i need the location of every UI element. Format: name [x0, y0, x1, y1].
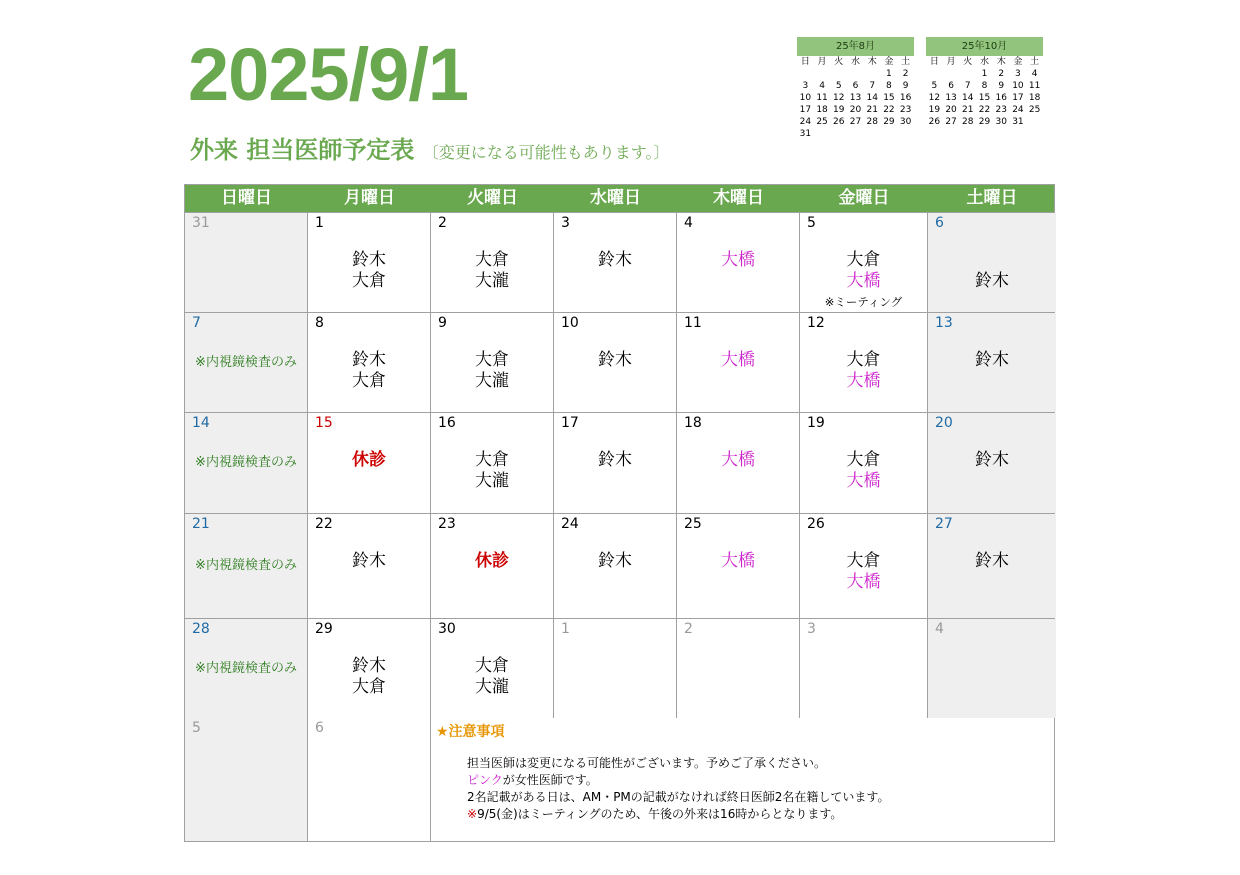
mini-day	[847, 128, 864, 140]
mini-day: 19	[928, 105, 941, 115]
notes-lines	[467, 755, 889, 823]
schedule-calendar	[184, 184, 1055, 842]
weekday-label: 火曜日	[467, 188, 518, 208]
calendar-cell	[928, 514, 1056, 618]
doctor-list	[431, 656, 553, 698]
calendar-cell	[800, 313, 928, 412]
calendar-cell	[185, 619, 308, 718]
mini-day: 31	[1012, 117, 1024, 127]
mini-day: 28	[866, 117, 878, 127]
day-number: 6	[315, 720, 324, 736]
calendar-cell	[431, 413, 554, 513]
note-text: 9/5(金)はミーティングのため、午後の外来は16時からとなります。	[477, 807, 843, 821]
doctor-name: 鈴木	[975, 450, 1009, 470]
day-number: 2	[438, 215, 447, 231]
mini-day: 4	[1031, 69, 1038, 79]
mini-day: 13	[849, 93, 862, 103]
mini-weekday-label: 土	[1030, 57, 1040, 67]
endoscopy-note: ※内視鏡検査のみ	[195, 660, 297, 676]
day-number: 6	[935, 215, 944, 231]
calendar-cell	[185, 213, 308, 312]
weekday-label: 土曜日	[966, 188, 1018, 208]
doctor-list	[800, 250, 927, 292]
doctor-name: 大瀧	[475, 371, 509, 391]
day-number: 19	[807, 415, 825, 431]
weekday-label: 水曜日	[590, 188, 641, 208]
doctor-list	[308, 450, 430, 471]
day-number: 3	[807, 621, 816, 637]
calendar-cell	[800, 514, 928, 618]
mini-day: 12	[833, 93, 845, 103]
day-number: 1	[561, 621, 570, 637]
mini-day: 3	[802, 81, 809, 91]
day-number: 27	[935, 516, 953, 532]
doctor-list	[308, 551, 430, 572]
day-number: 24	[561, 516, 579, 532]
mini-weekday-label: 月	[946, 57, 956, 67]
calendar-cell	[928, 619, 1056, 718]
mini-day: 22	[978, 105, 991, 115]
calendar-cell	[677, 313, 800, 412]
day-number: 9	[438, 315, 447, 331]
note-line	[467, 772, 889, 789]
mini-day: 13	[945, 93, 957, 103]
day-number: 29	[315, 621, 333, 637]
doctor-name: 鈴木	[352, 551, 386, 571]
doctor-list	[928, 271, 1056, 292]
mini-day: 17	[1012, 93, 1024, 103]
mini-day	[943, 128, 960, 140]
mini-day: 27	[945, 117, 957, 127]
mini-day: 28	[962, 117, 974, 127]
mini-calendar-october	[926, 37, 1043, 140]
mini-day: 29	[883, 117, 895, 127]
mini-day: 5	[931, 81, 938, 91]
calendar-week-row	[185, 413, 1054, 514]
calendar-cell	[431, 514, 554, 618]
mini-day	[1026, 116, 1043, 128]
mini-day: 24	[1012, 105, 1024, 115]
mini-day: 25	[1028, 105, 1041, 115]
doctor-name: 鈴木	[598, 450, 632, 470]
calendar-cell	[185, 514, 308, 618]
calendar-cell	[431, 313, 554, 412]
note-line	[467, 806, 889, 823]
calendar-cell	[308, 718, 431, 841]
mini-day: 15	[978, 93, 991, 103]
mini-weekday-label: 日	[800, 57, 810, 67]
mini-day: 30	[899, 117, 912, 127]
day-number: 1	[315, 215, 324, 231]
mini-day: 6	[852, 81, 859, 91]
mini-day: 25	[816, 117, 828, 127]
calendar-cell	[554, 313, 677, 412]
mini-day	[1010, 128, 1027, 140]
day-number: 8	[315, 315, 324, 331]
mini-day: 14	[962, 93, 974, 103]
mini-day: 23	[995, 105, 1007, 115]
mini-weekday-label: 金	[1013, 57, 1023, 67]
doctor-name: 大橋	[846, 271, 881, 291]
endoscopy-note: ※内視鏡検査のみ	[195, 455, 297, 470]
mini-day: 8	[886, 81, 892, 91]
mini-day	[943, 68, 960, 80]
mini-day: 9	[902, 81, 909, 91]
mini-day: 11	[1028, 81, 1041, 91]
weekday-header	[185, 185, 1054, 213]
doctor-list	[677, 250, 799, 271]
day-number: 22	[315, 516, 333, 532]
day-number: 12	[807, 315, 825, 331]
closed-label: 休診	[475, 551, 509, 571]
doctor-name: 大倉	[475, 656, 509, 676]
mini-day: 31	[799, 129, 812, 139]
mini-day: 6	[948, 81, 954, 91]
doctor-name: 大倉	[846, 250, 881, 270]
calendar-cell	[308, 514, 431, 618]
doctor-list	[308, 250, 430, 292]
doctor-list	[928, 551, 1056, 572]
doctor-name: 大瀧	[475, 677, 509, 697]
mini-day	[993, 128, 1010, 140]
doctor-name: 鈴木	[975, 350, 1009, 370]
doctor-list	[677, 350, 799, 371]
mini-day: 16	[995, 93, 1007, 103]
mini-day: 18	[816, 105, 828, 115]
mini-day: 17	[799, 105, 812, 115]
mini-day: 23	[899, 105, 912, 115]
doctor-name: 大倉	[846, 350, 881, 370]
mini-day: 24	[799, 117, 812, 127]
mini-calendar-august	[797, 37, 914, 140]
day-number: 23	[438, 516, 456, 532]
mini-day: 21	[962, 105, 974, 115]
day-number: 13	[935, 315, 953, 331]
mini-calendar-grid	[926, 56, 1043, 140]
calendar-cell	[308, 413, 431, 513]
note-text: が女性医師です。	[502, 773, 598, 787]
note-line: 担当医師は変更になる可能性がございます。予めご了承ください。	[467, 756, 827, 770]
mini-weekday-label: 火	[963, 57, 973, 67]
doctor-name: 鈴木	[975, 551, 1009, 571]
mini-day: 4	[819, 81, 825, 91]
doctor-list	[800, 450, 927, 492]
calendar-cell	[308, 313, 431, 412]
day-number: 28	[192, 621, 210, 637]
doctor-name: 鈴木	[975, 271, 1009, 291]
mini-day: 2	[902, 69, 909, 79]
doctor-list	[554, 551, 676, 572]
calendar-cell	[185, 413, 308, 513]
mini-day	[864, 68, 881, 80]
day-number: 4	[935, 621, 944, 637]
doctor-list	[677, 450, 799, 471]
calendar-week-row	[185, 213, 1054, 313]
mini-day: 27	[849, 117, 862, 127]
mini-day: 10	[799, 93, 812, 103]
mini-day: 1	[981, 69, 988, 79]
doctor-name: 鈴木	[598, 551, 632, 571]
doctor-list	[308, 656, 430, 698]
mini-day	[1026, 128, 1043, 140]
doctor-name: 鈴木	[352, 250, 386, 270]
mini-weekday-label: 木	[867, 57, 877, 67]
mini-day: 8	[981, 81, 988, 91]
weekday-label: 月曜日	[344, 188, 395, 208]
calendar-cell	[800, 619, 928, 718]
calendar-week-row	[185, 718, 1054, 841]
doctor-list	[308, 350, 430, 392]
doctor-name: 大倉	[846, 450, 881, 470]
calendar-cell	[928, 413, 1056, 513]
doctor-list	[431, 450, 553, 492]
mini-day	[830, 128, 847, 140]
note-line: 2名記載がある日は、AM・PMの記載がなければ終日医師2名在籍しています。	[467, 790, 890, 804]
subtitle-text: 外来 担当医師予定表	[190, 136, 415, 164]
mini-day	[814, 128, 831, 140]
day-number: 14	[192, 415, 210, 431]
subtitle-note: 〔変更になる可能性もあります。〕	[422, 143, 670, 162]
doctor-name: 大倉	[352, 271, 386, 291]
calendar-cell	[928, 313, 1056, 412]
doctor-list	[554, 450, 676, 471]
day-number: 4	[684, 215, 693, 231]
doctor-name: 大橋	[721, 450, 755, 470]
doctor-list	[431, 551, 553, 572]
calendar-cell	[431, 213, 554, 312]
mini-day	[926, 68, 943, 80]
mini-day: 7	[964, 81, 971, 91]
mini-day	[864, 128, 881, 140]
mini-day: 9	[998, 81, 1005, 91]
calendar-week-row	[185, 619, 1054, 718]
mini-weekday-label: 水	[979, 57, 989, 67]
mini-day: 1	[886, 69, 892, 79]
doctor-name: 鈴木	[352, 350, 386, 370]
mini-day: 20	[945, 105, 957, 115]
mini-weekday-label: 金	[884, 57, 894, 67]
mini-day: 15	[883, 93, 895, 103]
day-number: 31	[192, 215, 210, 231]
mini-weekday-label: 水	[850, 57, 860, 67]
mini-day	[830, 68, 847, 80]
meeting-note: ※ミーティング	[824, 295, 903, 309]
doctor-name: 鈴木	[598, 350, 632, 370]
mini-weekday-label: 土	[901, 57, 911, 67]
mini-weekday-label: 火	[834, 57, 844, 67]
calendar-week-row	[185, 313, 1054, 413]
day-number: 11	[684, 315, 702, 331]
weekday-label: 木曜日	[713, 188, 764, 208]
doctor-name: 大倉	[352, 677, 386, 697]
mini-day: 11	[816, 93, 828, 103]
mini-calendar-title: 25年10月	[926, 37, 1043, 56]
notes-box	[431, 718, 1056, 841]
mini-weekday-label: 日	[929, 57, 939, 67]
doctor-name: 大橋	[721, 250, 755, 270]
doctor-name: 大橋	[846, 371, 881, 391]
mini-day	[926, 128, 943, 140]
doctor-name: 鈴木	[598, 250, 632, 270]
calendar-cell	[800, 213, 928, 312]
day-number: 20	[935, 415, 953, 431]
calendar-cell	[928, 213, 1056, 312]
day-number: 17	[561, 415, 579, 431]
day-number: 5	[807, 215, 816, 231]
doctor-list	[677, 551, 799, 572]
doctor-name: 大倉	[352, 371, 386, 391]
doctor-name: 大瀧	[475, 471, 509, 491]
mini-day: 2	[998, 69, 1005, 79]
mini-day: 10	[1012, 81, 1024, 91]
doctor-list	[800, 350, 927, 392]
doctor-list	[431, 250, 553, 292]
doctor-name: 鈴木	[352, 656, 386, 676]
mini-day: 14	[866, 93, 878, 103]
mini-day: 7	[869, 81, 876, 91]
pink-label: ピンク	[467, 773, 503, 787]
weekday-label: 日曜日	[221, 188, 272, 208]
notes-title: ★注意事項	[436, 724, 505, 740]
calendar-cell	[677, 213, 800, 312]
calendar-cell	[800, 413, 928, 513]
doctor-name: 大橋	[846, 572, 881, 592]
mini-day	[976, 128, 993, 140]
mini-day: 29	[978, 117, 991, 127]
endoscopy-note: ※内視鏡検査のみ	[195, 558, 297, 573]
calendar-cell	[185, 718, 308, 841]
day-number: 3	[561, 215, 570, 231]
calendar-cell	[554, 413, 677, 513]
calendar-cell	[677, 514, 800, 618]
mini-day	[847, 68, 864, 80]
weekday-label: 金曜日	[838, 188, 890, 208]
mini-day	[881, 128, 898, 140]
mini-day	[897, 128, 914, 140]
mini-calendar-grid	[797, 56, 914, 140]
day-number: 2	[684, 621, 693, 637]
mini-day: 3	[1015, 69, 1021, 79]
mini-day	[959, 68, 976, 80]
day-number: 10	[561, 315, 579, 331]
doctor-list	[800, 551, 927, 593]
endoscopy-note: ※内視鏡検査のみ	[195, 354, 297, 370]
calendar-week-row	[185, 514, 1054, 619]
mini-day	[814, 68, 831, 80]
doctor-name: 大橋	[721, 350, 755, 370]
mini-calendar-title: 25年8月	[797, 37, 914, 56]
mini-day: 12	[928, 93, 941, 103]
day-number: 18	[684, 415, 702, 431]
day-number: 30	[438, 621, 456, 637]
day-number: 21	[192, 516, 210, 532]
doctor-list	[431, 350, 553, 392]
page-subtitle	[190, 130, 669, 165]
doctor-list	[928, 350, 1056, 371]
mini-day	[797, 68, 814, 80]
doctor-name: 大橋	[721, 551, 755, 571]
page-title: 2025/9/1	[188, 33, 469, 116]
doctor-list	[554, 350, 676, 371]
mini-day: 5	[835, 81, 842, 91]
doctor-name: 大倉	[475, 250, 509, 270]
calendar-cell	[554, 619, 677, 718]
doctor-name: 大橋	[846, 471, 881, 491]
doctor-list	[928, 450, 1056, 471]
day-number: 25	[684, 516, 702, 532]
calendar-cell	[554, 213, 677, 312]
calendar-cell	[308, 619, 431, 718]
mini-day: 20	[849, 105, 862, 115]
calendar-cell	[185, 313, 308, 412]
mini-day: 16	[899, 93, 912, 103]
day-number: 5	[192, 720, 201, 736]
mini-day: 30	[995, 117, 1007, 127]
mini-weekday-label: 木	[996, 57, 1006, 67]
mini-day: 21	[866, 105, 878, 115]
doctor-list	[554, 250, 676, 271]
doctor-name: 大瀧	[475, 271, 509, 291]
closed-label: 休診	[352, 450, 386, 470]
mini-day: 18	[1028, 93, 1041, 103]
calendar-cell	[431, 619, 554, 718]
doctor-name: 大倉	[475, 450, 509, 470]
mini-day: 19	[833, 105, 845, 115]
mini-day	[959, 128, 976, 140]
calendar-cell	[677, 413, 800, 513]
calendar-cell	[308, 213, 431, 312]
day-number: 16	[438, 415, 456, 431]
day-number: 15	[315, 415, 333, 431]
note-mark: ※	[467, 807, 478, 821]
mini-day: 26	[833, 117, 845, 127]
doctor-name: 大倉	[475, 350, 509, 370]
day-number: 7	[192, 315, 201, 331]
calendar-cell	[677, 619, 800, 718]
day-number: 26	[807, 516, 825, 532]
mini-weekday-label: 月	[817, 57, 827, 67]
mini-day: 26	[928, 117, 941, 127]
calendar-cell	[554, 514, 677, 618]
doctor-name: 大倉	[846, 551, 881, 571]
mini-day: 22	[883, 105, 895, 115]
